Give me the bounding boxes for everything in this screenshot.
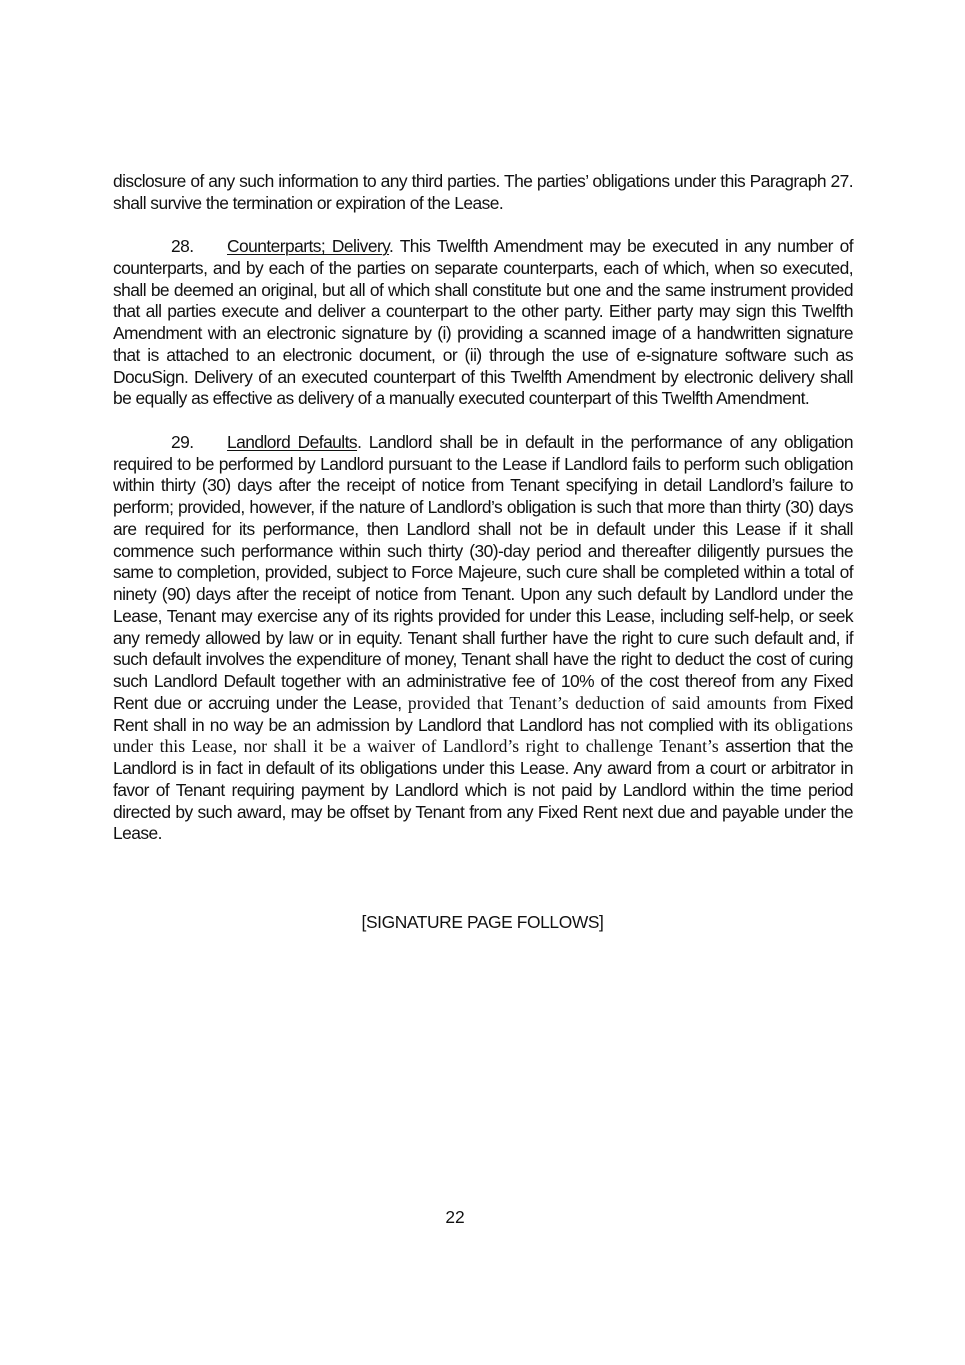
section-number: 29.	[171, 431, 194, 452]
paragraph-28-counterparts	[113, 236, 853, 410]
signature-page-notice: [SIGNATURE PAGE FOLLOWS]	[361, 912, 604, 932]
document-body	[113, 171, 853, 867]
page-number: 22	[445, 1207, 465, 1227]
section-number: 28.	[171, 236, 194, 257]
section-heading: Landlord Defaults	[227, 431, 358, 452]
paragraph-text-serif: obligations under this Lease, nor shall it be a waiver of Landlord’s right to challenge Tenant’s	[113, 714, 853, 757]
paragraph-text: Fixed Rent shall in no way be an admission by Landlord that Landlord has not complied with its	[113, 692, 853, 735]
section-heading: Counterparts; Delivery	[227, 236, 390, 257]
paragraph-text: assertion that the Landlord is in fact in default of its obligations under this Lease. Any award from a court or arbitrator in favor of Tenant requiring payment by Landlord which is not paid by Landlord within the time period directed by such award, may be offset by Tenant from any Fixed Rent next due and payable under the Lease.	[113, 736, 853, 844]
paragraph-27-continuation	[113, 171, 853, 215]
paragraph-text: disclosure of any such information to any third parties. The parties’ obligations under this Paragraph 27. shall survive the termination or expiration of the Lease.	[113, 171, 853, 213]
paragraph-text: . This Twelfth Amendment may be executed in any number of counterparts, and by each of the parties on separate counterparts, each of which, when so executed, shall be deemed an original, but all of which shall constitute but one and the same instrument provided that all parties execute and deliver a counterpart to the other party. Either party may sign this Twelfth Amendment with an electronic signature by (i) providing a scanned image of a handwritten signature that is attached to an electronic document, or (ii) through the use of e-signature software such as DocuSign. Delivery of an executed counterpart of this Twelfth Amendment by electronic delivery shall be equally as effective as delivery of a manually executed counterpart of this Twelfth Amendment.	[113, 236, 853, 409]
paragraph-text-serif: provided that Tenant’s deduction of said amounts from	[401, 692, 807, 713]
paragraph-text: . Landlord shall be in default in the performance of any obligation required to be performed by Landlord pursuant to the Lease if Landlord fails to perform such obligation within thirty (30) days after the receipt of notice from Tenant specifying in detail Landlord’s failure to perform; provided, however, if the nature of Landlord’s obligation is such that more than thirty (30) days are required for its performance, then Landlord shall not be in default under this Lease if it shall commence such performance within such thirty (30)-day period and thereafter diligently pursues the same to completion, provided, subject to Force Majeure, such cure shall be completed within a total of ninety (90) days after the receipt of notice from Tenant. Upon any such default by Landlord under the Lease, Tenant may exercise any of its rights provided for under this Lease, including self-help, or seek any remedy allowed by law or in equity. Tenant shall further have the right to cure such default and, if such default involves the expenditure of money, Tenant shall have the right to deduct the cost of curing such Landlord Default together with an administrative fee of 10% of the cost thereof from any Fixed Rent due or accruing under the Lease,	[113, 431, 854, 713]
paragraph-29-landlord-defaults	[113, 432, 853, 845]
